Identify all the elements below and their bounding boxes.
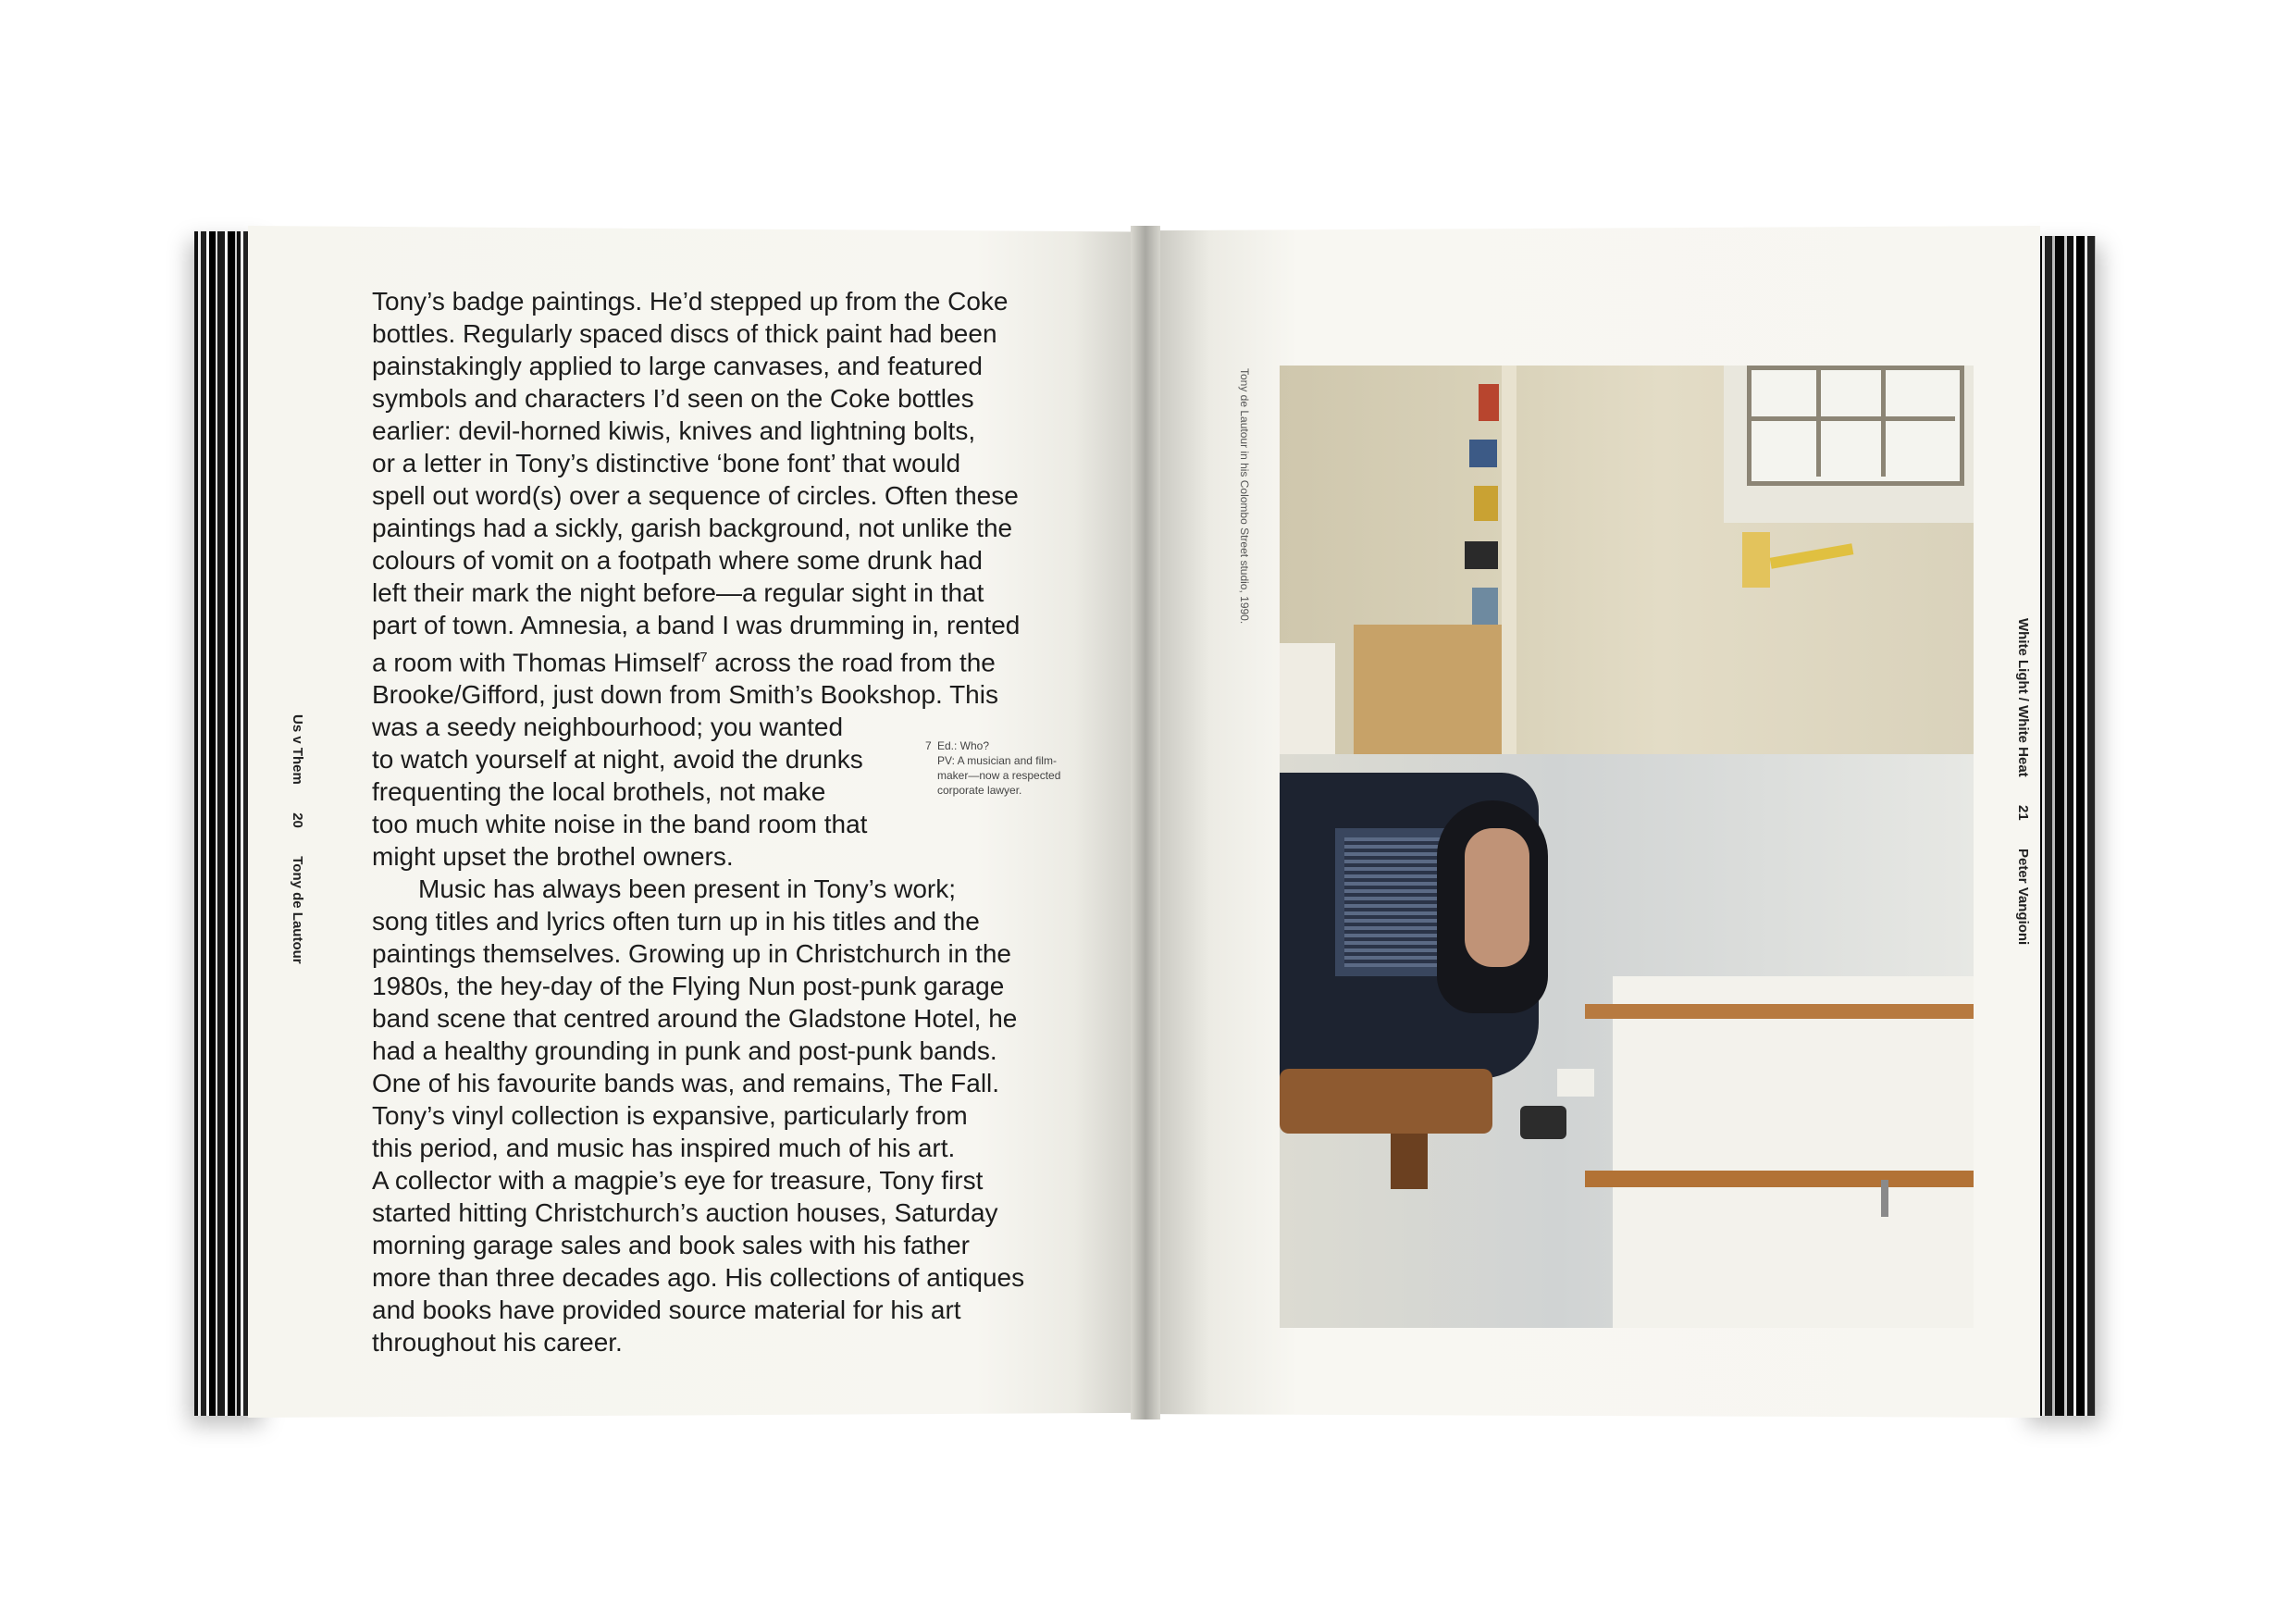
text-line: might upset the brothel owners. bbox=[372, 842, 734, 872]
footnote-line: Ed.: Who? bbox=[937, 739, 990, 752]
text-line: to watch yourself at night, avoid the drunks bbox=[372, 745, 863, 775]
text-line: too much white noise in the band room that bbox=[372, 810, 868, 839]
right-running-head bbox=[2015, 618, 2031, 945]
text-line: paintings themselves. Growing up in Christchurch in the bbox=[372, 939, 1012, 969]
footnote-line: corporate lawyer. bbox=[937, 784, 1022, 797]
text-line: Brooke/Gifford, just down from Smith’s Bookshop. This bbox=[372, 680, 998, 710]
right-running-head-author: Peter Vangioni bbox=[2015, 849, 2031, 946]
left-page-number: 20 bbox=[290, 812, 305, 828]
text-line: paintings had a sickly, garish background, not unlike the bbox=[372, 514, 1013, 542]
text-line: throughout his career. bbox=[372, 1328, 623, 1357]
text-line: more than three decades ago. His collections of antiques bbox=[372, 1263, 1025, 1293]
text-line: and books have provided source material for his art bbox=[372, 1295, 961, 1325]
photo-caption: Tony de Lautour in his Colombo Street studio, 1990. bbox=[1238, 368, 1251, 625]
text-line: painstakingly applied to large canvases, and featured bbox=[372, 352, 983, 380]
studio-photograph bbox=[1280, 366, 1974, 1328]
text-line: started hitting Christchurch’s auction houses, Saturday bbox=[372, 1198, 998, 1228]
left-running-head-title: Us v Them bbox=[290, 714, 305, 785]
text-line: Music has always been present in Tony’s work; bbox=[418, 874, 957, 904]
left-running-head-author: Tony de Lautour bbox=[290, 856, 305, 964]
text-line: band scene that centred around the Gladstone Hotel, he bbox=[372, 1004, 1018, 1034]
text-line: bottles. Regularly spaced discs of thick paint had been bbox=[372, 319, 997, 348]
footnote-number: 7 bbox=[925, 739, 932, 752]
text-line: had a healthy grounding in punk and post-punk bands. bbox=[372, 1036, 997, 1066]
paragraph-2 bbox=[372, 873, 1075, 1358]
text-line: One of his favourite bands was, and remains, The Fall. bbox=[372, 1069, 1000, 1098]
right-page-number: 21 bbox=[2015, 805, 2031, 821]
text-line: spell out word(s) over a sequence of circles. Often these bbox=[372, 481, 1019, 510]
text-line: frequenting the local brothels, not make bbox=[372, 777, 826, 807]
text-line: morning garage sales and book sales with his father bbox=[372, 1231, 970, 1260]
text-line: this period, and music has inspired much of his art. bbox=[372, 1134, 956, 1163]
text-line: a room with Thomas Himself bbox=[372, 648, 700, 677]
text-line: was a seedy neighbourhood; you wanted bbox=[372, 713, 844, 742]
footnote-reference: 7 bbox=[699, 650, 708, 665]
right-running-head-title: White Light / White Heat bbox=[2015, 618, 2031, 777]
footnote-line: maker—now a respected bbox=[937, 769, 1061, 782]
footnote-line: PV: A musician and film- bbox=[937, 754, 1057, 767]
text-line: colours of vomit on a footpath where some drunk had bbox=[372, 546, 983, 575]
text-line: Tony’s vinyl collection is expansive, particularly from bbox=[372, 1101, 968, 1131]
book-gutter bbox=[1131, 226, 1160, 1419]
text-line: across the road from the bbox=[707, 648, 996, 677]
text-line: song titles and lyrics often turn up in his titles and the bbox=[372, 907, 980, 936]
footnote bbox=[925, 738, 1099, 798]
text-line: symbols and characters I’d seen on the Coke bottles bbox=[372, 384, 974, 413]
text-line: 1980s, the hey-day of the Flying Nun post-punk garage bbox=[372, 972, 1005, 1001]
text-line: earlier: devil-horned kiwis, knives and lightning bolts, bbox=[372, 416, 976, 445]
text-line: or a letter in Tony’s distinctive ‘bone font’ that would bbox=[372, 449, 961, 477]
body-text bbox=[372, 285, 1075, 1358]
text-line: A collector with a magpie’s eye for treasure, Tony first bbox=[372, 1166, 984, 1196]
text-line: part of town. Amnesia, a band I was drumming in, rented bbox=[372, 611, 1021, 639]
left-running-head bbox=[290, 714, 305, 964]
text-line: left their mark the night before—a regular sight in that bbox=[372, 578, 984, 607]
text-line: Tony’s badge paintings. He’d stepped up from the Coke bbox=[372, 287, 1009, 316]
